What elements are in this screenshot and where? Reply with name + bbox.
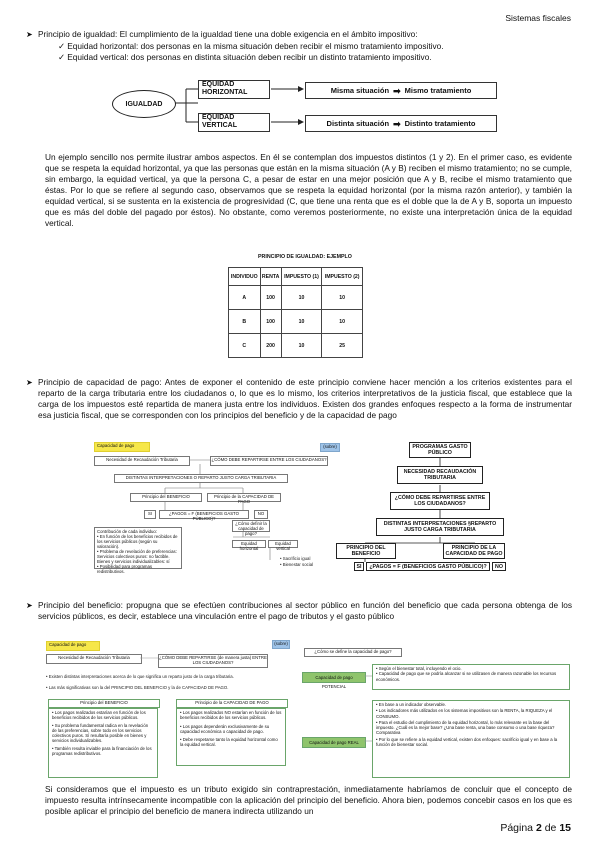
contribucion-item: • En función de los beneficios recibidos de los servicios públicos (según su valoración). — [97, 534, 178, 549]
contribucion-item-text: Posibilidad para programas redistributivos. — [97, 564, 153, 574]
contribucion-title: Contribución de cada individuo: — [97, 529, 157, 534]
equidad-horizontal-small: Equidad horizontal — [232, 540, 266, 548]
table-cell: B — [229, 310, 261, 334]
footer-total-pages: 15 — [559, 822, 571, 834]
no-box: NO — [254, 510, 268, 519]
table-cell: A — [229, 286, 261, 310]
table-cell: 200 — [260, 334, 281, 358]
check-item-text: Equidad horizontal: dos personas en la misma situación deben recibir el mismo tratamiento impositivo. — [67, 41, 444, 51]
question-box: ¿CÓMO DEBE REPARTIRSE ENTRE LOS CIUDADANOS? — [210, 456, 328, 466]
footer-page-number: 2 — [535, 822, 542, 834]
bienestar-label: • Bienestar social — [280, 562, 314, 567]
interp-line: • Las más significativas son la del PRINCIPIO DEL BENEFICIO y la de CAPACIDAD DE PAGO. — [46, 685, 229, 690]
tag-sobre-2: (sobre) — [272, 640, 290, 649]
arrow-bullet-icon: ➤ — [26, 601, 33, 610]
cap-title: Principio de la CAPACIDAD DE PAGO — [176, 699, 288, 708]
table-cell: 10 — [281, 310, 322, 334]
equidad-vertical-small: Equidad vertical — [268, 540, 298, 548]
bienestar-text: Bienestar social — [282, 562, 314, 567]
capacidad-box: Principio de la CAPACIDAD DE PAGO — [207, 493, 281, 502]
ben-item-text: Los pagos realizados estarían en función de los beneficios recibidos de los servicios públicos. — [52, 710, 146, 721]
sacrificio-label: • Sacrificio igual — [280, 556, 311, 561]
table-header: IMPUESTO (2) — [322, 268, 363, 286]
cap-item: • Los pagos dependerán exclusivamente de su capacidad económica o capacidad de pago. — [180, 723, 270, 734]
checkmark-icon: ✓ — [58, 41, 68, 51]
real-item: • Los indicadores más utilizados en los sistemas impositivos son la RENTA, la RIQUEZA y el CONSUMO. — [376, 708, 553, 719]
real-item-text: Los indicadores más utilizados en los sistemas impositivos son la RENTA, la RIQUEZA y el CONSUMO. — [376, 708, 553, 719]
si-box: SI — [144, 510, 156, 519]
table-cell: C — [229, 334, 261, 358]
ben-item: • Su problema fundamental radica en la revelación de las preferencias, sobre todo en los servicios colectivos puros. Sí resultaría posible en bienes y servicios individualizables. — [52, 722, 149, 744]
bullet-beneficio-text: Principio del beneficio: propugna que se efectúen contribuciones al sector público en función del beneficio que cada persona obtenga de los servicios públicos, es decir, establece una vinculación entre el pago de tributos y el gasto público — [38, 600, 572, 621]
check-item-text: Equidad vertical: dos personas en distinta situación deben recibir un distinto tratamiento impositivo. — [67, 52, 432, 62]
pot-item: • Capacidad de pago que se podría alcanzar si se utilizasen de manera razonable los recursos económicos. — [376, 671, 557, 682]
ben-title: Principio del BENEFICIO — [48, 699, 160, 708]
table-cell: 25 — [322, 334, 363, 358]
interp-line: • Existen distintas interpretaciones acerca de lo que significa un reparto justo de la carga tributaria. — [46, 674, 234, 679]
arrow-right-icon: ➡ — [393, 118, 401, 129]
table-header: INDIVIDUO — [229, 268, 261, 286]
v-left-label: Distinta situación — [326, 118, 390, 128]
ben-item-text: También resulta inviable para la financiación de los programas redistributivos. — [52, 745, 152, 757]
table-cell: 10 — [322, 286, 363, 310]
table-header: RENTA — [260, 268, 281, 286]
table-header: IMPUESTO (1) — [281, 268, 322, 286]
cap-item-text: Los pagos realizados NO estarían en función de los beneficios recibidos de los servicios públicos. — [180, 710, 282, 721]
real-item: • Para el estudio del cumplimiento de la equidad horizontal, lo más relevante es la base del impuesto. ¿Cuál es la mejor base? ¿Una base renta, una base consumo o una base riqueza? Comparativa — [376, 719, 555, 736]
ben-item: • Los pagos realizados estarían en función de los beneficios recibidos de los servicios públicos. — [52, 710, 146, 721]
necesidad-box: Necesidad de Recaudación Tributaria — [94, 456, 190, 466]
bullet-igualdad-text: Principio de igualdad: El cumplimiento de la igualdad tiene una doble exigencia en el ámbito impositivo: — [38, 29, 418, 39]
ben-item-text: Su problema fundamental radica en la revelación de las preferencias, sobre todo en los servicios colectivos puros. Sí resultaría posible en bienes y servicios individualizables. — [52, 722, 149, 744]
cap-item: • Los pagos realizados NO estarían en función de los beneficios recibidos de los servicios públicos. — [180, 710, 282, 721]
pagos-box: ¿PAGOS = F (BENEFICIOS GASTO PÚBLICO)? — [159, 510, 249, 519]
cap-item-text: Debe respetarse tanto la equidad horizontal como la equidad vertical. — [180, 737, 278, 748]
contribucion-item: • Problema de revelación de preferencias: Servicios colectivos puros: no factible. Bienes y servicios individualizables: sí — [97, 549, 177, 564]
r-necesidad-box: NECESIDAD RECAUDACIÓN TRIBUTARIA — [397, 466, 483, 484]
table-cell: 100 — [260, 310, 281, 334]
contribucion-item: • Posibilidad para programas redistributivos. — [97, 564, 153, 574]
r-no-box: NO — [492, 562, 506, 571]
table-cell: 10 — [322, 310, 363, 334]
v-right-label: Distinto tratamiento — [404, 118, 476, 128]
tag-sobre: (sobre) — [320, 443, 340, 452]
arrow-bullet-icon: ➤ — [26, 378, 33, 387]
real-label: Capacidad de pago REAL — [302, 737, 366, 748]
footer-sep: de — [544, 822, 557, 834]
real-item-text: En base a un indicador observable. — [378, 702, 447, 707]
cap-item: • Debe respetarse tanto la equidad horizontal como la equidad vertical. — [180, 737, 278, 748]
table-cell: 100 — [260, 286, 281, 310]
checkmark-icon: ✓ — [58, 52, 68, 62]
paragraph-impuesto: Si consideramos que el impuesto es un tributo exigido sin contraprestación, inmediatamente habríamos de concluir que el concepto de impuesto resulta intrínsecamente incompatible con la aplicación del principio del beneficio. Ahora bien, podemos concebir casos en los que es posible aplicar el principio del beneficio de manera indirecta utilizando un — [45, 784, 572, 816]
table-cell: 10 — [281, 286, 322, 310]
pot-item-text: Capacidad de pago que se podría alcanzar si se utilizasen de manera razonable los recursos económicos. — [376, 671, 557, 682]
interp-line-text: Existen distintas interpretaciones acerca de lo que significa un reparto justo de la carga tributaria. — [48, 674, 234, 679]
cap-item-text: Los pagos dependerán exclusivamente de su capacidad económica o capacidad de pago. — [180, 723, 270, 734]
bullet-capacidad-text: Principio de capacidad de pago: Antes de exponer el contenido de este principio conviene hacer mención a los criterios existentes para el reparto de la carga tributaria entre los ciudadanos o, lo que es lo mismo, los criterios interpretativos de la justicia fiscal, que establece que la carga de los impuestos esté repartida de manera justa entre los individuos. Existen dos grandes enfoques respecto a la forma de instrumentar esa justicia fiscal, que se corresponden con los principios del beneficio y de la capacidad de pago — [38, 377, 572, 420]
r-capacidad-box: PRINCIPIO DE LA CAPACIDAD DE PAGO — [443, 543, 505, 559]
h-left-label: Misma situación — [330, 85, 390, 95]
r-beneficio-box: PRINCIPIO DEL BENEFICIO — [336, 543, 396, 559]
paragraph-ejemplo: Un ejemplo sencillo nos permite ilustrar ambos aspectos. En él se contemplan dos impuestos distintos (1 y 2). En el primer caso, es evidente que se respeta la equidad horizontal, ya que las personas que están en la misma situación (A y B) reciben el mismo tratamiento; no se cumple, sin embargo, la equidad vertical, ya que la persona C, a pesar de estar en una mejor posición que A y B, recibe el mismo tratamiento que éstas. Por lo que se refiere al segundo caso, observamos que se respeta la equidad horizontal (por la misma razón anterior), y también la equidad vertical, si se sustenta en la existencia de progresividad (C, que tiene una renta que es el doble que la de A y B, soporta un impuesto que es más del doble del pagado por éstos). No obstante, como veremos posteriormente, no existe una interpretación única de la equidad vertical. — [45, 152, 572, 228]
real-item: • En base a un indicador observable. — [376, 702, 447, 707]
pot-item: • Según el bienestar total, incluyendo el ocio. — [376, 666, 462, 671]
tag-capacidad-pago: Capacidad de pago — [94, 442, 150, 452]
r-si-box: SI — [354, 562, 364, 571]
ben-item: • También resulta inviable para la financiación de los programas redistributivos. — [52, 745, 152, 757]
r-distintas-box: DISTINTAS INTERPRETACIONES §REPARTO JUSTO CARGA TRIBUTARIA — [376, 518, 504, 536]
equidad-horizontal-box: EQUIDAD HORIZONTAL — [198, 80, 270, 99]
header-title: Sistemas fiscales — [505, 13, 571, 23]
real-item-text: Por lo que se refiere a la equidad vertical, existen dos enfoques: sacrificio igual y en base a la función de bienestar social. — [376, 736, 558, 748]
table-title: PRINCIPIO DE IGUALDAD: EJEMPLO — [258, 254, 352, 260]
sacrificio-text: Sacrificio igual — [282, 556, 311, 561]
necesidad-box-2: Necesidad de Recaudación Tributaria — [46, 654, 142, 664]
h-right-label: Mismo tratamiento — [404, 85, 472, 95]
r-pagos-box: ¿PAGOS = F (BENEFICIOS GASTO PÚBLICO)? — [366, 562, 490, 571]
pot-item-text: Según el bienestar total, incluyendo el ocio. — [378, 666, 462, 671]
igualdad-label: IGUALDAD — [125, 100, 163, 108]
r-programas-box: PROGRAMAS GASTO PÚBLICO — [409, 442, 471, 458]
beneficio-box: Principio del BENEFICIO — [130, 493, 202, 502]
contribucion-item-text: Problema de revelación de preferencias: Servicios colectivos puros: no factible. Bienes y servicios individualizables: sí — [97, 549, 177, 564]
tag-capacidad-pago-2: Capacidad de pago — [46, 641, 100, 651]
como-define-box: ¿Cómo se define la capacidad de pago? — [304, 648, 402, 657]
footer-prefix: Página — [500, 822, 534, 834]
potencial-label: Capacidad de pago POTENCIAL — [302, 672, 366, 683]
distintas-box: DISTINTAS INTERPRETACIONES O REPARTO JUSTO CARGA TRIBUTARIA — [114, 474, 288, 483]
question-box-2: ¿CÓMO DEBE REPARTIRSE (de manera justa) ENTRE LOS CIUDADANOS? — [158, 654, 268, 668]
equidad-vertical-box: EQUIDAD VERTICAL — [198, 113, 270, 132]
como-definir-box: ¿Cómo definir la capacidad de pago? — [232, 520, 270, 532]
r-question-box: ¿CÓMO DEBE REPARTIRSE ENTRE LOS CIUDADANOS? — [390, 492, 490, 510]
arrow-right-icon: ➡ — [393, 85, 401, 96]
contribucion-item-text: En función de los beneficios recibidos de los servicios públicos (según su valoración). — [97, 534, 178, 549]
arrow-bullet-icon: ➤ — [26, 30, 33, 39]
interp-line-text: Las más significativas son la del PRINCIPIO DEL BENEFICIO y la de CAPACIDAD DE PAGO. — [48, 685, 229, 690]
page-footer — [500, 822, 571, 834]
real-item: • Por lo que se refiere a la equidad vertical, existen dos enfoques: sacrificio igual y en base a la función de bienestar social. — [376, 736, 558, 748]
real-item-text: Para el estudio del cumplimiento de la equidad horizontal, lo más relevante es la base del impuesto. ¿Cuál es la mejor base? ¿Una base renta, una base consumo o una base riqueza? Comparativa — [376, 719, 555, 736]
table-cell: 10 — [281, 334, 322, 358]
